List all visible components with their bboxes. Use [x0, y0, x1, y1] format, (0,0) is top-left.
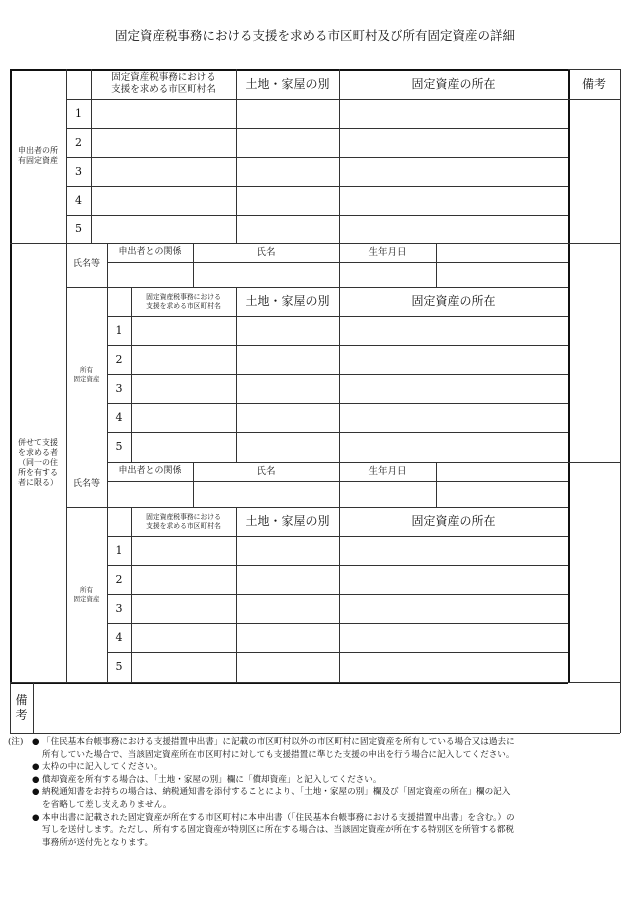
- name-header: 氏名: [256, 246, 276, 258]
- note-text: 償却資産を所有する場合は、「土地・家屋の別」欄に「償却資産」と記入してください。: [42, 774, 382, 785]
- applicant-section-label-line: 申出者の所: [18, 146, 58, 155]
- applicant-section-label: [10, 69, 66, 243]
- joint-section-label-line: 者に限る）: [18, 477, 58, 487]
- note-text: 本申出書に記載された固定資産が所在する市区町村に本申出書（「住民基本台帳事務における支援措置申出書」を含む。）の: [42, 812, 515, 823]
- header-land-building: 土地・家屋の別: [245, 514, 330, 528]
- entry-cell[interactable]: [340, 346, 567, 374]
- note-text: 写しを送付します。ただし、所有する固定資産が特別区に所在する場合は、当該固定資産が所在する特別区を所管する都税: [42, 825, 514, 836]
- entry-cell[interactable]: [132, 346, 235, 374]
- row-number: 1: [115, 543, 123, 557]
- owned-assets-label: [66, 507, 107, 682]
- entry-cell[interactable]: [132, 433, 235, 462]
- relation-header: 申出者との関係: [118, 246, 182, 257]
- entry-cell[interactable]: [108, 482, 192, 507]
- owned-assets-label-line: 所有: [80, 586, 93, 595]
- entry-cell[interactable]: [437, 263, 567, 287]
- header-asset-location: 固定資産の所在: [411, 514, 496, 528]
- note-item: [8, 736, 620, 749]
- note-text: 納税通知書をお持ちの場合は、納税通知書を添付することにより、「土地・家屋の別」欄及び「固定資産の所在」欄の記入: [42, 787, 511, 798]
- entry-cell[interactable]: [237, 346, 338, 374]
- entry-cell[interactable]: [340, 624, 567, 652]
- row-number: 2: [115, 572, 123, 586]
- grid-line: [10, 733, 620, 734]
- note-item: [8, 761, 620, 774]
- row-number: 4: [115, 630, 123, 644]
- entry-cell[interactable]: [194, 482, 338, 507]
- entry-cell[interactable]: [237, 566, 338, 594]
- joint-section-label-line: （同一の住: [18, 457, 58, 467]
- name-label: 氏名等: [72, 259, 100, 270]
- note-bullet: ●: [32, 774, 40, 785]
- relation-header: 申出者との関係: [118, 465, 182, 476]
- note-bullet: ●: [32, 762, 40, 773]
- entry-cell[interactable]: [237, 375, 338, 403]
- header-land-building: 土地・家屋の別: [245, 76, 330, 91]
- row-number: 3: [115, 381, 123, 395]
- header-municipality-line: 支援を求める市区町村名: [146, 301, 221, 310]
- entry-cell[interactable]: [340, 129, 567, 157]
- note-text: 太枠の中に記入してください。: [42, 762, 163, 773]
- row-number: 5: [75, 222, 82, 236]
- owned-assets-label: [66, 287, 107, 462]
- owned-assets-label-line: 固定資産: [73, 594, 100, 603]
- entry-cell[interactable]: [237, 653, 338, 682]
- note-bullet: ●: [32, 737, 40, 747]
- notes-section: [8, 736, 620, 849]
- form-title: 固定資産税事務における支援を求める市区町村及び所有固定資産の詳細: [114, 28, 515, 43]
- entry-cell[interactable]: [237, 537, 338, 565]
- entry-cell[interactable]: [92, 158, 235, 186]
- header-municipality: [91, 69, 236, 99]
- header-municipality-line: 固定資産税事務における: [146, 513, 221, 522]
- note-item: [8, 786, 620, 799]
- entry-cell[interactable]: [108, 263, 192, 287]
- entry-cell[interactable]: [340, 433, 567, 462]
- entry-cell[interactable]: [340, 404, 567, 432]
- birthdate-header: 生年月日: [368, 465, 407, 477]
- header-land-building: 土地・家屋の別: [245, 294, 330, 308]
- entry-cell[interactable]: [132, 566, 235, 594]
- joint-section-label: [10, 243, 66, 682]
- row-number: 1: [115, 323, 123, 337]
- header-municipality: [131, 287, 236, 316]
- entry-cell[interactable]: [569, 463, 620, 681]
- entry-cell[interactable]: [340, 566, 567, 594]
- note-item: [8, 812, 620, 825]
- header-municipality-line: 支援を求める市区町村名: [146, 521, 221, 530]
- row-number: 4: [115, 410, 123, 424]
- entry-cell[interactable]: [340, 653, 567, 682]
- entry-cell[interactable]: [340, 187, 567, 215]
- row-number: 2: [115, 352, 123, 366]
- entry-cell[interactable]: [340, 263, 435, 287]
- entry-cell[interactable]: [237, 100, 338, 128]
- entry-cell[interactable]: [437, 482, 567, 507]
- row-number: 5: [115, 440, 123, 454]
- entry-cell[interactable]: [92, 129, 235, 157]
- note-text: を省略して差し支えありません。: [42, 799, 172, 810]
- row-number: 1: [75, 106, 82, 120]
- name-label: 氏名等: [72, 478, 100, 489]
- entry-cell[interactable]: [132, 537, 235, 565]
- entry-cell[interactable]: [237, 317, 338, 345]
- entry-cell[interactable]: [237, 187, 338, 215]
- entry-cell[interactable]: [132, 653, 235, 682]
- entry-cell[interactable]: [194, 263, 338, 287]
- header-municipality-line: 支援を求める市区町村名: [111, 84, 216, 95]
- notes-prefix: (注): [8, 737, 24, 747]
- entry-cell[interactable]: [132, 317, 235, 345]
- entry-cell[interactable]: [237, 624, 338, 652]
- note-item: [8, 774, 620, 787]
- grid-line: [620, 69, 621, 682]
- header-asset-location: 固定資産の所在: [411, 76, 496, 91]
- entry-cell[interactable]: [237, 595, 338, 623]
- entry-cell[interactable]: [132, 595, 235, 623]
- note-item: [8, 749, 620, 762]
- header-municipality: [131, 507, 236, 536]
- header-municipality-line: 固定資産税事務における: [111, 72, 216, 84]
- entry-cell[interactable]: [132, 404, 235, 432]
- entry-cell[interactable]: [340, 216, 567, 243]
- entry-cell[interactable]: [34, 683, 620, 732]
- entry-cell[interactable]: [340, 537, 567, 565]
- entry-cell[interactable]: [569, 244, 620, 461]
- note-item: [8, 799, 620, 812]
- owned-assets-label-line: 固定資産: [73, 374, 100, 383]
- row-number: 3: [75, 164, 82, 178]
- joint-section-label-line: 所を有する: [18, 467, 58, 477]
- entry-cell[interactable]: [340, 100, 567, 128]
- bottom-remarks-label-line: 考: [15, 707, 28, 722]
- header-municipality-line: 固定資産税事務における: [146, 293, 221, 302]
- note-text: 事務所が送付先となります。: [42, 837, 154, 848]
- row-number: 5: [115, 660, 123, 674]
- header-asset-location: 固定資産の所在: [411, 294, 496, 308]
- entry-cell[interactable]: [132, 624, 235, 652]
- grid-line: [620, 682, 621, 733]
- note-text: 所有していた場合で、当該固定資産所在市区町村に対しても支援措置に準じた支援の申出を行う場合に記入してください。: [42, 749, 515, 760]
- bottom-remarks-label-line: 備: [15, 692, 28, 707]
- row-number: 4: [75, 193, 82, 207]
- entry-cell[interactable]: [340, 482, 435, 507]
- entry-cell[interactable]: [569, 100, 620, 242]
- entry-cell[interactable]: [92, 100, 235, 128]
- note-text: 「住民基本台帳事務における支援措置申出書」に記載の市区町村以外の市区町村に固定資産を所有している場合又は過去に: [42, 737, 515, 747]
- entry-cell[interactable]: [237, 216, 338, 243]
- entry-cell[interactable]: [132, 375, 235, 403]
- entry-cell[interactable]: [92, 216, 235, 243]
- entry-cell[interactable]: [340, 158, 567, 186]
- name-header: 氏名: [256, 465, 276, 477]
- joint-section-label-line: を求める者: [18, 447, 58, 457]
- bottom-remarks-label: [10, 682, 33, 733]
- entry-cell[interactable]: [340, 317, 567, 345]
- entry-cell[interactable]: [237, 158, 338, 186]
- row-number: 3: [115, 601, 123, 615]
- entry-cell[interactable]: [92, 187, 235, 215]
- note-item: [8, 837, 620, 850]
- entry-cell[interactable]: [237, 404, 338, 432]
- note-item: [8, 824, 620, 837]
- row-number: 2: [75, 135, 82, 149]
- applicant-section-label-line: 有固定資産: [18, 156, 58, 165]
- note-bullet: ●: [32, 812, 40, 823]
- note-bullet: ●: [32, 787, 40, 798]
- entry-cell[interactable]: [340, 595, 567, 623]
- entry-cell[interactable]: [237, 433, 338, 462]
- remarks-header: 備考: [581, 76, 606, 91]
- owned-assets-label-line: 所有: [80, 366, 93, 375]
- joint-section-label-line: 併せて支援: [18, 437, 58, 447]
- entry-cell[interactable]: [340, 375, 567, 403]
- entry-cell[interactable]: [237, 129, 338, 157]
- birthdate-header: 生年月日: [368, 246, 407, 258]
